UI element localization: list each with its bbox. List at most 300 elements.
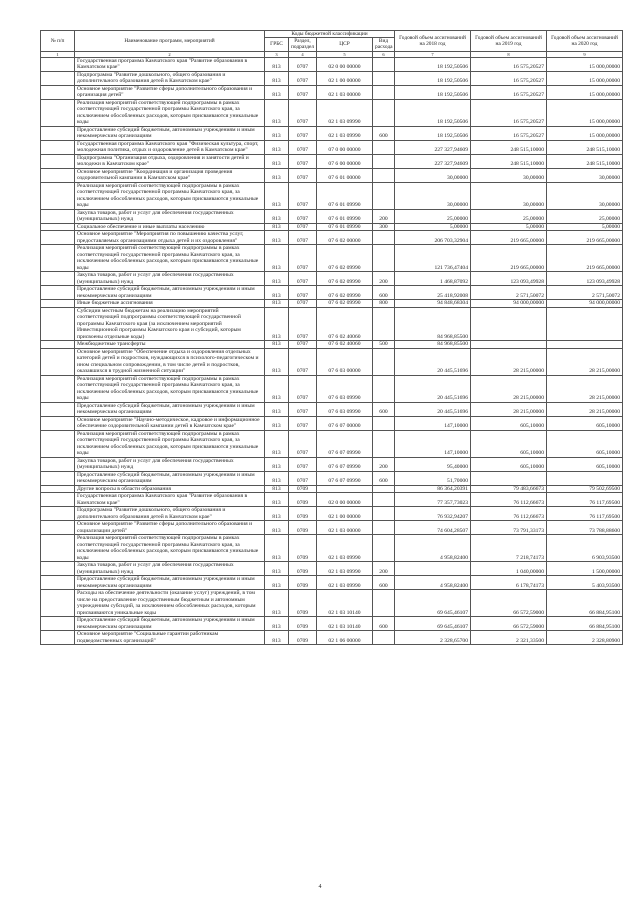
amount-2019-cell: 2 321,33500 xyxy=(471,631,547,645)
table-row xyxy=(41,71,623,85)
program-name-cell: Закупка товаров, работ и услуг для обеспечения государственных (муниципальных) нужд xyxy=(75,562,265,576)
row-num-cell xyxy=(41,416,75,430)
amount-2018-cell: 1 468,87092 xyxy=(395,272,471,286)
header-csr: ЦСР xyxy=(317,38,373,51)
table-row xyxy=(41,99,623,126)
amount-2019-cell: 76 112,66673 xyxy=(471,507,547,521)
amount-2019-cell: 16 575,20527 xyxy=(471,71,547,85)
amount-2018-cell xyxy=(395,562,471,576)
amount-2019-cell: 28 215,00000 xyxy=(471,375,547,402)
section-code-cell: 0707 xyxy=(289,457,317,471)
budget-table xyxy=(40,30,623,645)
section-code-cell: 0709 xyxy=(289,507,317,521)
grbs-code-cell: 813 xyxy=(265,375,289,402)
grbs-code-cell: 813 xyxy=(265,631,289,645)
table-row xyxy=(41,168,623,182)
csr-code-cell: 07 6 07 09990 xyxy=(317,457,373,471)
amount-2019-cell: 219 665,00000 xyxy=(471,245,547,272)
csr-code-cell: 07 6 02 40060 xyxy=(317,341,373,349)
grbs-code-cell: 813 xyxy=(265,402,289,416)
amount-2019-cell: 94 000,00000 xyxy=(471,300,547,308)
expense-type-cell xyxy=(373,507,395,521)
row-num-cell xyxy=(41,286,75,300)
expense-type-cell xyxy=(373,140,395,154)
program-name-cell: Другие вопросы в области образования xyxy=(75,485,265,493)
program-name-cell: Подпрограмма "Развитие дошкольного, общего образования и дополнительного образования детей в Камчатском крае" xyxy=(75,507,265,521)
program-name-cell: Основное мероприятие "Развитие сферы дополнительного образования и социализации детей" xyxy=(75,521,265,535)
table-row xyxy=(41,375,623,402)
program-name-cell: Основное мероприятие "Научно-методическое, кадровое и информационное обеспечение оздоровительной кампании детей в Камчатском крае" xyxy=(75,416,265,430)
grbs-code-cell: 813 xyxy=(265,168,289,182)
section-code-cell: 0707 xyxy=(289,140,317,154)
section-code-cell: 0709 xyxy=(289,535,317,562)
section-code-cell: 0709 xyxy=(289,485,317,493)
section-code-cell: 0707 xyxy=(289,231,317,245)
csr-code-cell: 07 6 07 00000 xyxy=(317,416,373,430)
expense-type-cell xyxy=(373,231,395,245)
program-name-cell: Субсидии местным бюджетам на реализацию мероприятий соответствующей подпрограммы соответствующей государственной программы Камчатского края (за исключением мероприятий Инвестиционной программы Камчатского края и субсидий, которым присвоены отдельные коды) xyxy=(75,307,265,341)
csr-code-cell: 07 6 01 00000 xyxy=(317,168,373,182)
amount-2020-cell xyxy=(547,341,623,349)
table-row xyxy=(41,231,623,245)
expense-type-cell: 200 xyxy=(373,209,395,223)
amount-2019-cell: 76 112,66673 xyxy=(471,493,547,507)
csr-code-cell: 02 1 06 00000 xyxy=(317,631,373,645)
amount-2020-cell: 2 328,80900 xyxy=(547,631,623,645)
grbs-code-cell: 813 xyxy=(265,348,289,375)
amount-2019-cell xyxy=(471,307,547,341)
program-name-cell: Основное мероприятие "Обеспечение отдыха и оздоровления отдельных категорий детей и подростков, нуждающихся в психолого-педагогическом и ином специальном сопровождении, в том числе детей и подростков, оказавшихся в трудной жизненной ситуации" xyxy=(75,348,265,375)
amount-2020-cell: 15 000,00000 xyxy=(547,126,623,140)
amount-2018-cell: 4 958,82400 xyxy=(395,535,471,562)
csr-code-cell: 07 6 00 00000 xyxy=(317,154,373,168)
program-name-cell: Государственная программа Камчатского края "Развитие образования в Камчатском крае" xyxy=(75,493,265,507)
section-code-cell: 0707 xyxy=(289,430,317,457)
grbs-code-cell: 813 xyxy=(265,535,289,562)
table-row xyxy=(41,485,623,493)
table-row xyxy=(41,307,623,341)
program-name-cell: Реализация мероприятий соответствующей подпрограммы в рамках соответствующей государственной программы Камчатского края, за исключением обособленных расходов, которым присваиваются уникальные коды xyxy=(75,245,265,272)
amount-2020-cell: 15 000,00000 xyxy=(547,71,623,85)
expense-type-cell: 800 xyxy=(373,300,395,308)
grbs-code-cell: 813 xyxy=(265,485,289,493)
amount-2020-cell: 73 788,88600 xyxy=(547,521,623,535)
amount-2018-cell: 5,00000 xyxy=(395,223,471,231)
section-code-cell: 0707 xyxy=(289,182,317,209)
amount-2020-cell: 605,10000 xyxy=(547,457,623,471)
amount-2020-cell: 28 215,00000 xyxy=(547,402,623,416)
expense-type-cell: 600 xyxy=(373,471,395,485)
csr-code-cell: 07 6 01 09990 xyxy=(317,223,373,231)
section-code-cell: 0707 xyxy=(289,223,317,231)
program-name-cell: Реализация мероприятий соответствующей подпрограммы в рамках соответствующей государственной программы Камчатского края, за исключением обособленных расходов, которым присваиваются уникальные коды xyxy=(75,99,265,126)
amount-2020-cell: 15 000,00000 xyxy=(547,99,623,126)
amount-2020-cell: 28 215,00000 xyxy=(547,348,623,375)
section-code-cell: 0707 xyxy=(289,209,317,223)
csr-code-cell: 07 6 03 09990 xyxy=(317,375,373,402)
expense-type-cell xyxy=(373,521,395,535)
amount-2018-cell: 18 192,50506 xyxy=(395,126,471,140)
section-code-cell: 0707 xyxy=(289,126,317,140)
amount-2020-cell xyxy=(547,471,623,485)
index-cell: 2 xyxy=(75,51,265,57)
grbs-code-cell: 813 xyxy=(265,493,289,507)
section-code-cell: 0707 xyxy=(289,286,317,300)
section-code-cell: 0707 xyxy=(289,348,317,375)
program-name-cell: Подпрограмма "Организация отдыха, оздоровления и занятости детей и молодежи в Камчатском крае" xyxy=(75,154,265,168)
amount-2018-cell: 74 604,28507 xyxy=(395,521,471,535)
amount-2019-cell: 605,10000 xyxy=(471,430,547,457)
grbs-code-cell: 813 xyxy=(265,126,289,140)
csr-code-cell: 07 6 07 09990 xyxy=(317,430,373,457)
expense-type-cell xyxy=(373,85,395,99)
amount-2020-cell: 25,00000 xyxy=(547,209,623,223)
section-code-cell: 0707 xyxy=(289,375,317,402)
header-num: № п/п xyxy=(41,31,75,52)
section-code-cell: 0707 xyxy=(289,416,317,430)
grbs-code-cell: 813 xyxy=(265,231,289,245)
table-row xyxy=(41,300,623,308)
amount-2019-cell: 5,00000 xyxy=(471,223,547,231)
amount-2019-cell: 30,00000 xyxy=(471,168,547,182)
row-num-cell xyxy=(41,126,75,140)
table-row xyxy=(41,209,623,223)
amount-2019-cell: 605,10000 xyxy=(471,457,547,471)
row-num-cell xyxy=(41,231,75,245)
amount-2018-cell: 76 932,94207 xyxy=(395,507,471,521)
index-cell: 7 xyxy=(395,51,471,57)
csr-code-cell: 07 0 00 00000 xyxy=(317,140,373,154)
expense-type-cell xyxy=(373,590,395,617)
csr-code-cell: 02 1 03 10140 xyxy=(317,590,373,617)
grbs-code-cell: 813 xyxy=(265,223,289,231)
program-name-cell: Реализация мероприятий соответствующей подпрограммы в рамках соответствующей государственной программы Камчатского края, за исключением обособленных расходов, которым присваиваются уникальные коды xyxy=(75,375,265,402)
table-row xyxy=(41,617,623,631)
row-num-cell xyxy=(41,182,75,209)
amount-2018-cell: 147,10000 xyxy=(395,430,471,457)
expense-type-cell: 200 xyxy=(373,457,395,471)
csr-code-cell xyxy=(317,485,373,493)
amount-2019-cell: 219 665,00000 xyxy=(471,231,547,245)
expense-type-cell: 300 xyxy=(373,223,395,231)
csr-code-cell: 02 1 00 00000 xyxy=(317,71,373,85)
amount-2019-cell: 30,00000 xyxy=(471,182,547,209)
index-cell: 4 xyxy=(289,51,317,57)
section-code-cell: 0709 xyxy=(289,576,317,590)
expense-type-cell xyxy=(373,71,395,85)
csr-code-cell: 02 1 03 09990 xyxy=(317,576,373,590)
csr-code-cell: 07 6 07 09990 xyxy=(317,471,373,485)
table-row xyxy=(41,126,623,140)
amount-2018-cell: 84 968,85500 xyxy=(395,341,471,349)
amount-2020-cell: 248 515,10000 xyxy=(547,140,623,154)
amount-2019-cell: 123 093,49928 xyxy=(471,272,547,286)
expense-type-cell xyxy=(373,535,395,562)
section-code-cell: 0707 xyxy=(289,85,317,99)
header-2019: Годовой объем ассигнований на 2019 год xyxy=(471,31,547,52)
grbs-code-cell: 813 xyxy=(265,521,289,535)
amount-2019-cell: 73 791,33173 xyxy=(471,521,547,535)
amount-2018-cell: 18 192,50506 xyxy=(395,71,471,85)
section-code-cell: 0707 xyxy=(289,341,317,349)
row-num-cell xyxy=(41,223,75,231)
row-num-cell xyxy=(41,85,75,99)
row-num-cell xyxy=(41,535,75,562)
amount-2019-cell: 1 040,00000 xyxy=(471,562,547,576)
row-num-cell xyxy=(41,430,75,457)
row-num-cell xyxy=(41,493,75,507)
amount-2019-cell: 2 571,50072 xyxy=(471,286,547,300)
program-name-cell: Социальное обеспечение и иные выплаты населению xyxy=(75,223,265,231)
program-name-cell: Предоставление субсидий бюджетным, автономным учреждениям и иным некоммерческим организациям xyxy=(75,402,265,416)
row-num-cell xyxy=(41,154,75,168)
csr-code-cell: 07 6 01 09990 xyxy=(317,182,373,209)
amount-2018-cell: 20 445,51696 xyxy=(395,375,471,402)
section-code-cell: 0707 xyxy=(289,99,317,126)
grbs-code-cell: 813 xyxy=(265,85,289,99)
table-row xyxy=(41,521,623,535)
amount-2020-cell: 30,00000 xyxy=(547,182,623,209)
grbs-code-cell: 813 xyxy=(265,507,289,521)
header-vr: Вид расхода xyxy=(373,38,395,51)
amount-2018-cell: 30,00000 xyxy=(395,168,471,182)
row-num-cell xyxy=(41,99,75,126)
index-cell: 9 xyxy=(547,51,623,57)
expense-type-cell: 600 xyxy=(373,126,395,140)
row-num-cell xyxy=(41,617,75,631)
table-row xyxy=(41,245,623,272)
table-row xyxy=(41,493,623,507)
expense-type-cell xyxy=(373,493,395,507)
row-num-cell xyxy=(41,457,75,471)
expense-type-cell xyxy=(373,99,395,126)
program-name-cell: Предоставление субсидий бюджетным, автономным учреждениям и иным некоммерческим организациям xyxy=(75,617,265,631)
amount-2019-cell: 16 575,20527 xyxy=(471,85,547,99)
expense-type-cell xyxy=(373,416,395,430)
section-code-cell: 0707 xyxy=(289,307,317,341)
section-code-cell: 0709 xyxy=(289,631,317,645)
section-code-cell: 0707 xyxy=(289,300,317,308)
amount-2020-cell: 248 515,10000 xyxy=(547,154,623,168)
header-grbs: ГРБС xyxy=(265,38,289,51)
csr-code-cell: 07 6 02 09990 xyxy=(317,300,373,308)
amount-2020-cell xyxy=(547,307,623,341)
grbs-code-cell: 813 xyxy=(265,286,289,300)
section-code-cell: 0707 xyxy=(289,471,317,485)
row-num-cell xyxy=(41,471,75,485)
amount-2020-cell: 76 117,69500 xyxy=(547,507,623,521)
amount-2019-cell: 79 483,66673 xyxy=(471,485,547,493)
table-row xyxy=(41,348,623,375)
program-name-cell: Предоставление субсидий бюджетным, автономным учреждениям и иным некоммерческим организациям xyxy=(75,576,265,590)
csr-code-cell: 07 6 02 00000 xyxy=(317,231,373,245)
amount-2020-cell: 5 403,93500 xyxy=(547,576,623,590)
row-num-cell xyxy=(41,307,75,341)
grbs-code-cell: 813 xyxy=(265,99,289,126)
row-num-cell xyxy=(41,300,75,308)
csr-code-cell: 07 6 02 40060 xyxy=(317,307,373,341)
amount-2020-cell: 30,00000 xyxy=(547,168,623,182)
row-num-cell xyxy=(41,341,75,349)
amount-2018-cell: 77 357,73023 xyxy=(395,493,471,507)
section-code-cell: 0709 xyxy=(289,617,317,631)
program-name-cell: Основное мероприятие "Социальные гарантии работникам подведомственных организаций" xyxy=(75,631,265,645)
csr-code-cell: 02 1 03 00000 xyxy=(317,521,373,535)
row-num-cell xyxy=(41,375,75,402)
header-2020: Годовой объем ассигнований на 2020 год xyxy=(547,31,623,52)
grbs-code-cell: 813 xyxy=(265,57,289,71)
expense-type-cell: 200 xyxy=(373,272,395,286)
expense-type-cell xyxy=(373,154,395,168)
table-row xyxy=(41,507,623,521)
table-row xyxy=(41,223,623,231)
program-name-cell: Реализация мероприятий соответствующей подпрограммы в рамках соответствующей государственной программы Камчатского края, за исключением обособленных расходов, которым присваиваются уникальные коды xyxy=(75,182,265,209)
table-row xyxy=(41,576,623,590)
amount-2018-cell: 84 968,85500 xyxy=(395,307,471,341)
expense-type-cell xyxy=(373,168,395,182)
amount-2018-cell: 121 736,47404 xyxy=(395,245,471,272)
table-row xyxy=(41,562,623,576)
grbs-code-cell: 813 xyxy=(265,71,289,85)
amount-2020-cell: 5,00000 xyxy=(547,223,623,231)
table-row xyxy=(41,286,623,300)
amount-2020-cell: 28 215,00000 xyxy=(547,375,623,402)
row-num-cell xyxy=(41,209,75,223)
csr-code-cell: 07 6 01 09990 xyxy=(317,209,373,223)
amount-2020-cell: 94 000,00000 xyxy=(547,300,623,308)
amount-2020-cell: 6 903,93500 xyxy=(547,535,623,562)
amount-2019-cell: 16 575,20527 xyxy=(471,126,547,140)
budget-table-sheet xyxy=(40,30,622,645)
expense-type-cell xyxy=(373,245,395,272)
amount-2020-cell: 15 000,00000 xyxy=(547,57,623,71)
section-code-cell: 0709 xyxy=(289,521,317,535)
amount-2018-cell: 86 364,20391 xyxy=(395,485,471,493)
row-num-cell xyxy=(41,507,75,521)
amount-2018-cell: 69 645,46107 xyxy=(395,590,471,617)
amount-2018-cell: 94 848,68304 xyxy=(395,300,471,308)
amount-2020-cell: 76 117,69500 xyxy=(547,493,623,507)
section-code-cell: 0709 xyxy=(289,493,317,507)
csr-code-cell: 02 1 03 09990 xyxy=(317,535,373,562)
row-num-cell xyxy=(41,562,75,576)
csr-code-cell: 07 6 02 09990 xyxy=(317,272,373,286)
amount-2018-cell: 25 418,92008 xyxy=(395,286,471,300)
csr-code-cell: 02 1 03 10140 xyxy=(317,617,373,631)
section-code-cell: 0709 xyxy=(289,590,317,617)
index-cell: 1 xyxy=(41,51,75,57)
grbs-code-cell: 813 xyxy=(265,245,289,272)
section-code-cell: 0707 xyxy=(289,168,317,182)
program-name-cell: Реализация мероприятий соответствующей подпрограммы в рамках соответствующей государственной программы Камчатского края, за исключением обособленных расходов, которым присваиваются уникальные коды xyxy=(75,535,265,562)
amount-2018-cell: 20 445,51696 xyxy=(395,402,471,416)
program-name-cell: Предоставление субсидий бюджетным, автономным учреждениям и иным некоммерческим организациям xyxy=(75,126,265,140)
index-cell: 6 xyxy=(373,51,395,57)
program-name-cell: Расходы на обеспечение деятельности (оказание услуг) учреждений, в том числе на предоставление государственным бюджетным и автономным учреждениям субсидий, за исключением обособленных расходов, которым присваиваются уникальные коды xyxy=(75,590,265,617)
grbs-code-cell: 813 xyxy=(265,154,289,168)
expense-type-cell: 200 xyxy=(373,562,395,576)
expense-type-cell: 500 xyxy=(373,341,395,349)
program-name-cell: Закупка товаров, работ и услуг для обеспечения государственных (муниципальных) нужд xyxy=(75,209,265,223)
row-num-cell xyxy=(41,140,75,154)
amount-2018-cell: 147,10000 xyxy=(395,416,471,430)
amount-2019-cell: 248 515,10000 xyxy=(471,140,547,154)
table-row xyxy=(41,457,623,471)
expense-type-cell xyxy=(373,57,395,71)
index-cell: 3 xyxy=(265,51,289,57)
program-name-cell: Основное мероприятие "Мероприятия по повышению качества услуг, предоставляемых организациями отдыха детей и их оздоровления" xyxy=(75,231,265,245)
program-name-cell: Основное мероприятие "Координация и организация проведения оздоровительной кампании в Камчатском крае" xyxy=(75,168,265,182)
amount-2019-cell: 28 215,00000 xyxy=(471,402,547,416)
amount-2020-cell: 219 665,00000 xyxy=(547,231,623,245)
program-name-cell: Закупка товаров, работ и услуг для обеспечения государственных (муниципальных) нужд xyxy=(75,272,265,286)
index-cell: 5 xyxy=(317,51,373,57)
amount-2020-cell: 79 502,69500 xyxy=(547,485,623,493)
expense-type-cell: 600 xyxy=(373,617,395,631)
amount-2019-cell: 248 515,10000 xyxy=(471,154,547,168)
section-code-cell: 0707 xyxy=(289,57,317,71)
expense-type-cell xyxy=(373,348,395,375)
table-row xyxy=(41,154,623,168)
row-num-cell xyxy=(41,57,75,71)
expense-type-cell: 600 xyxy=(373,576,395,590)
table-row xyxy=(41,471,623,485)
amount-2018-cell: 18 192,50506 xyxy=(395,57,471,71)
header-name: Наименование программ, мероприятий xyxy=(75,31,265,52)
program-name-cell: Государственная программа Камчатского края "Физическая культура, спорт, молодежная политика, отдых и оздоровление детей в Камчатском крае" xyxy=(75,140,265,154)
csr-code-cell: 02 1 03 00000 xyxy=(317,85,373,99)
header-2018: Годовой объем ассигнований на 2018 год xyxy=(395,31,471,52)
page-number: 4 xyxy=(318,884,322,890)
expense-type-cell xyxy=(373,631,395,645)
amount-2020-cell: 66 884,95100 xyxy=(547,590,623,617)
expense-type-cell xyxy=(373,182,395,209)
grbs-code-cell: 813 xyxy=(265,140,289,154)
grbs-code-cell: 813 xyxy=(265,576,289,590)
amount-2019-cell: 16 575,20527 xyxy=(471,57,547,71)
amount-2019-cell: 66 572,59000 xyxy=(471,590,547,617)
amount-2019-cell xyxy=(471,471,547,485)
amount-2020-cell: 605,10000 xyxy=(547,430,623,457)
program-name-cell: Основное мероприятие "Развитие сферы дополнительного образования и организация детей" xyxy=(75,85,265,99)
amount-2020-cell: 219 665,00000 xyxy=(547,245,623,272)
program-name-cell: Иные бюджетные ассигнования xyxy=(75,300,265,308)
program-name-cell: Межбюджетные трансферты xyxy=(75,341,265,349)
amount-2019-cell: 16 575,20527 xyxy=(471,99,547,126)
table-row xyxy=(41,140,623,154)
section-code-cell: 0707 xyxy=(289,402,317,416)
csr-code-cell: 07 6 02 09990 xyxy=(317,245,373,272)
expense-type-cell: 600 xyxy=(373,402,395,416)
amount-2018-cell: 69 645,46107 xyxy=(395,617,471,631)
table-row xyxy=(41,182,623,209)
expense-type-cell xyxy=(373,307,395,341)
table-row xyxy=(41,430,623,457)
amount-2019-cell: 6 178,74173 xyxy=(471,576,547,590)
amount-2018-cell: 4 958,82400 xyxy=(395,576,471,590)
grbs-code-cell: 813 xyxy=(265,209,289,223)
csr-code-cell: 02 1 03 09990 xyxy=(317,562,373,576)
amount-2018-cell: 51,70000 xyxy=(395,471,471,485)
row-num-cell xyxy=(41,485,75,493)
amount-2019-cell: 605,10000 xyxy=(471,416,547,430)
grbs-code-cell: 813 xyxy=(265,300,289,308)
amount-2019-cell: 25,00000 xyxy=(471,209,547,223)
expense-type-cell xyxy=(373,375,395,402)
amount-2018-cell: 25,00000 xyxy=(395,209,471,223)
row-num-cell xyxy=(41,402,75,416)
csr-code-cell: 02 1 03 09990 xyxy=(317,99,373,126)
